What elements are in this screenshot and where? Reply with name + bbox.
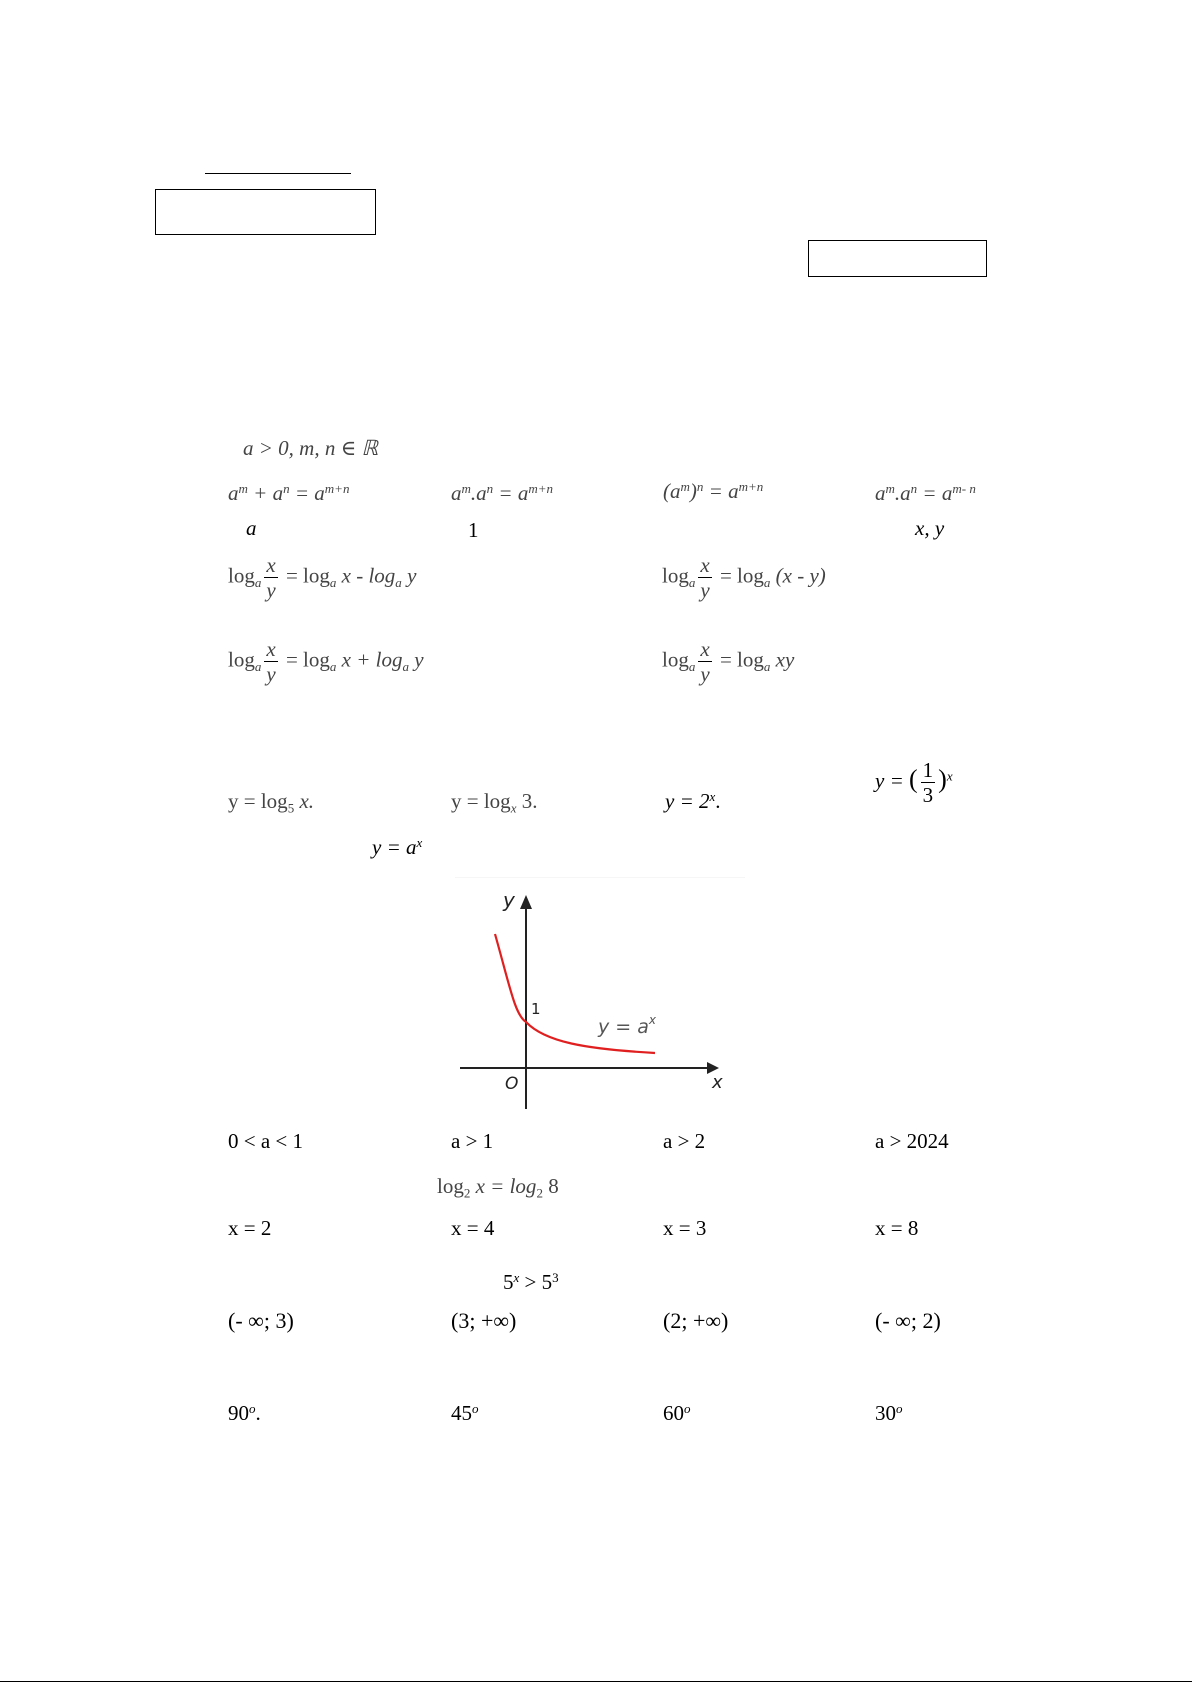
q6-option-c: (2; +∞) — [663, 1308, 729, 1333]
q4-function: $y = a^x$ — [372, 834, 423, 859]
q2-var-xy: x, y — [915, 516, 945, 540]
q6-inequality: $5^x > 5^3$ — [503, 1269, 559, 1294]
q1-option-d: $a^m.a^n = a^{m- n}$ — [875, 480, 976, 505]
q7-option-c: 60$^o$ — [663, 1400, 691, 1425]
q5-option-c: x = 3 — [663, 1216, 707, 1240]
q7-option-d: 30$^o$ — [875, 1400, 903, 1425]
origin-label: O — [505, 1074, 519, 1094]
q4-option-b: a > 1 — [451, 1129, 494, 1153]
footer-rule — [0, 1681, 1192, 1682]
q1-option-b: $a^m.a^n = a^{m+n}$ — [451, 480, 554, 505]
exam-code-box — [808, 240, 987, 277]
q2-option-d: $\log_a$ $\frac{x}{y}$ = $\log_a$ xy — [662, 637, 795, 687]
q6-option-a: (- ∞; 3) — [228, 1308, 294, 1333]
student-info-box — [155, 189, 376, 235]
q6-option-b: (3; +∞) — [451, 1308, 517, 1333]
q5-option-d: x = 8 — [875, 1216, 919, 1240]
q4-option-a: 0 < a < 1 — [228, 1129, 304, 1153]
q4-option-d: a > 2024 — [875, 1129, 949, 1153]
q6-option-d: (- ∞; 2) — [875, 1308, 941, 1333]
intro-condition: a > 0, m, n ∈ ℝ — [243, 436, 379, 460]
q5-equation: $\log_2 x = \log_2 8$ — [437, 1174, 559, 1201]
q7-option-b: 45$^o$ — [451, 1400, 479, 1425]
q3-option-c: $y = 2^x$. — [665, 788, 721, 813]
intercept-label: 1 — [531, 1000, 541, 1018]
y-axis-label: y — [503, 888, 515, 912]
q2-option-a: $\log_a$ $\frac{x}{y}$ = $\log_a x - \log_a y$ — [228, 553, 417, 603]
q7-option-a: 90$^o$. — [228, 1400, 261, 1425]
q3-option-a: $y = \log_5 x$. — [228, 789, 315, 816]
x-axis-label: x — [712, 1072, 723, 1093]
curve-label: $y = a^x$ — [598, 1013, 656, 1038]
q1-option-c: $(a^m)^n = a^{m+n}$ — [663, 478, 764, 503]
q5-option-a: x = 2 — [228, 1216, 272, 1240]
q3-option-d: y = ( $\frac{1}{3}$ )$^x$ — [875, 758, 953, 808]
q3-option-b: $y = \log_x 3$. — [451, 789, 538, 816]
q4-option-c: a > 2 — [663, 1129, 706, 1153]
exponential-graph — [455, 877, 745, 1115]
header-underline — [205, 173, 351, 174]
q2-option-c: $\log_a$ $\frac{x}{y}$ = $\log_a x + \log_a y$ — [228, 637, 424, 687]
q2-option-b: $\log_a$ $\frac{x}{y}$ = $\log_a (x - y)$ — [662, 553, 826, 603]
q5-option-b: x = 4 — [451, 1216, 495, 1240]
q2-var-one: 1 — [468, 518, 479, 542]
y-axis-arrow — [520, 895, 532, 909]
q1-option-a: $a^m + a^n = a^{m+n}$ — [228, 480, 350, 505]
q2-var-a: a — [246, 516, 257, 540]
